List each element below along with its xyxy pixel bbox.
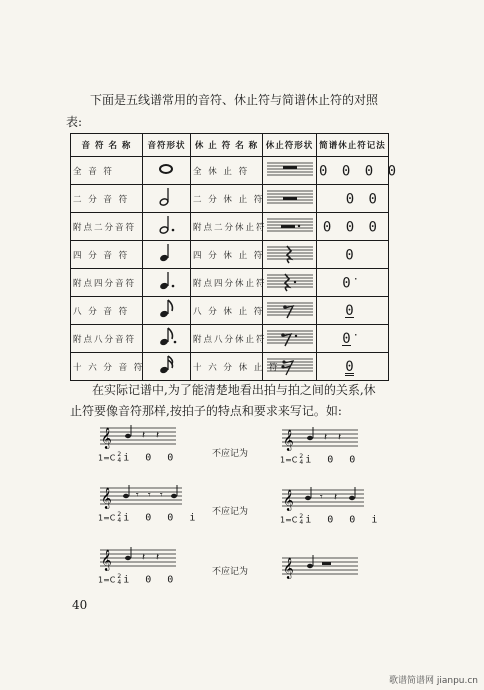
svg-text:𝄞: 𝄞 xyxy=(101,488,112,509)
rest-shape-icon xyxy=(263,325,317,353)
intro-text xyxy=(66,89,421,133)
rest-shape-icon xyxy=(263,185,317,213)
note-name: 四 分 音 符 xyxy=(71,241,143,269)
watermark: 歌谱简谱网 jianpu.cn xyxy=(388,676,478,686)
example-3-correct xyxy=(98,544,178,586)
svg-text:𝄽: 𝄽 xyxy=(156,552,160,563)
svg-text:𝄽: 𝄽 xyxy=(142,552,146,563)
example-2-left-jianpu: 1=C 2 4 i 0 0 i xyxy=(98,511,201,524)
note-name: 附点四分音符 xyxy=(71,269,143,297)
example-1-wrong xyxy=(280,424,360,466)
note-shape-icon xyxy=(143,241,191,269)
table-row xyxy=(71,241,389,269)
staff-icon xyxy=(98,482,184,512)
rest-name: 二 分 休 止 符 xyxy=(191,185,263,213)
header-rest-name: 休 止 符 名 称 xyxy=(191,134,263,157)
rest-name: 八 分 休 止 符 xyxy=(191,297,263,325)
svg-text:𝄽: 𝄽 xyxy=(334,492,338,503)
page-number: 40 xyxy=(72,598,88,612)
example-1-wrong-label: 不应记为 xyxy=(212,449,249,459)
example-2-right-jianpu: 1=C 2 4 i 0 0 i xyxy=(280,513,383,526)
svg-text:𝄾: 𝄾 xyxy=(160,490,163,501)
table-row xyxy=(71,325,389,353)
intro-line-1: 下面是五线谱常用的音符、休止符与简谱休止符的对照 xyxy=(90,93,379,107)
note-rest-comparison-table xyxy=(70,133,400,381)
svg-text:𝄞: 𝄞 xyxy=(283,490,294,511)
staff-icon xyxy=(98,422,178,452)
paragraph-line-1: 在实际记谱中,为了能清楚地看出拍与拍之间的关系,休 xyxy=(92,383,376,397)
staff-icon xyxy=(280,552,360,582)
table-row xyxy=(71,157,389,185)
rest-shape-icon xyxy=(263,157,317,185)
example-3-wrong xyxy=(280,552,360,582)
table-row xyxy=(71,185,389,213)
intro-line-2: 表: xyxy=(66,115,83,129)
note-name: 附点八分音符 xyxy=(71,325,143,353)
staff-icon xyxy=(98,544,178,574)
example-1-left-jianpu: 1=C 2 4 i 0 0 xyxy=(98,451,179,464)
rest-shape-icon xyxy=(263,213,317,241)
example-3-wrong-label: 不应记为 xyxy=(212,567,249,577)
svg-text:𝄽: 𝄽 xyxy=(142,430,146,441)
svg-text:𝄽: 𝄽 xyxy=(324,432,328,443)
note-name: 附点二分音符 xyxy=(71,213,143,241)
header-note-name: 音 符 名 称 xyxy=(71,134,143,157)
jianpu-rest: 0 xyxy=(317,241,389,269)
header-jianpu-rest: 简谱休止符记法 xyxy=(317,134,389,157)
svg-text:𝄾: 𝄾 xyxy=(136,490,139,501)
example-2-correct xyxy=(98,482,200,524)
note-shape-icon xyxy=(143,213,191,241)
rest-name: 全 休 止 符 xyxy=(191,157,263,185)
table-row xyxy=(71,269,389,297)
rest-name: 附点八分休止符 xyxy=(191,325,263,353)
note-shape-icon xyxy=(143,297,191,325)
rest-shape-icon xyxy=(263,297,317,325)
svg-text:𝄾: 𝄾 xyxy=(148,490,151,501)
rest-shape-icon xyxy=(263,353,317,381)
rest-shape-icon xyxy=(263,269,317,297)
paragraph-line-2: 止符要像音符那样,按拍子的特点和要求来写记。如: xyxy=(70,404,342,418)
rest-shape-icon xyxy=(263,241,317,269)
rest-name: 附点四分休止符 xyxy=(191,269,263,297)
jianpu-rest: 0 · xyxy=(317,269,389,297)
jianpu-rest: 0 0 0 0 xyxy=(317,157,389,185)
table-row xyxy=(71,213,389,241)
note-shape-icon xyxy=(143,353,191,381)
example-3-left-jianpu: 1=C 2 4 i 0 0 xyxy=(98,573,179,586)
note-name: 十 六 分 音 符 xyxy=(71,353,143,381)
svg-text:𝄞: 𝄞 xyxy=(101,428,112,449)
svg-text:𝄞: 𝄞 xyxy=(283,558,294,579)
rest-name: 四 分 休 止 符 xyxy=(191,241,263,269)
example-1-correct xyxy=(98,422,178,464)
header-note-shape: 音符形状 xyxy=(143,134,191,157)
body-paragraph xyxy=(70,380,390,422)
note-shape-icon xyxy=(143,325,191,353)
table-header-row xyxy=(71,134,389,157)
svg-text:𝄽: 𝄽 xyxy=(338,432,342,443)
note-name: 全 音 符 xyxy=(71,157,143,185)
rest-name: 十 六 分 休 止 符 xyxy=(191,353,263,381)
jianpu-rest: 0 0 0 xyxy=(317,213,389,241)
jianpu-rest: 0 xyxy=(317,297,389,325)
example-1-right-jianpu: 1=C 2 4 i 0 0 xyxy=(280,453,361,466)
svg-text:𝄾: 𝄾 xyxy=(320,492,323,503)
example-2-wrong-label: 不应记为 xyxy=(212,507,249,517)
jianpu-rest: 0 0 xyxy=(317,185,389,213)
staff-icon xyxy=(280,484,366,514)
svg-text:𝄞: 𝄞 xyxy=(283,430,294,451)
header-rest-shape: 休止符形状 xyxy=(263,134,317,157)
note-name: 二 分 音 符 xyxy=(71,185,143,213)
table-row xyxy=(71,297,389,325)
note-shape-icon xyxy=(143,185,191,213)
jianpu-rest: 0 · xyxy=(317,325,389,353)
jianpu-rest: 0 xyxy=(317,353,389,381)
note-shape-icon xyxy=(143,157,191,185)
note-name: 八 分 音 符 xyxy=(71,297,143,325)
rest-name: 附点二分休止符 xyxy=(191,213,263,241)
note-shape-icon xyxy=(143,269,191,297)
svg-text:𝄞: 𝄞 xyxy=(101,550,112,571)
example-2-wrong xyxy=(280,484,382,526)
svg-text:𝄽: 𝄽 xyxy=(156,430,160,441)
table-row xyxy=(71,353,389,381)
staff-icon xyxy=(280,424,360,454)
